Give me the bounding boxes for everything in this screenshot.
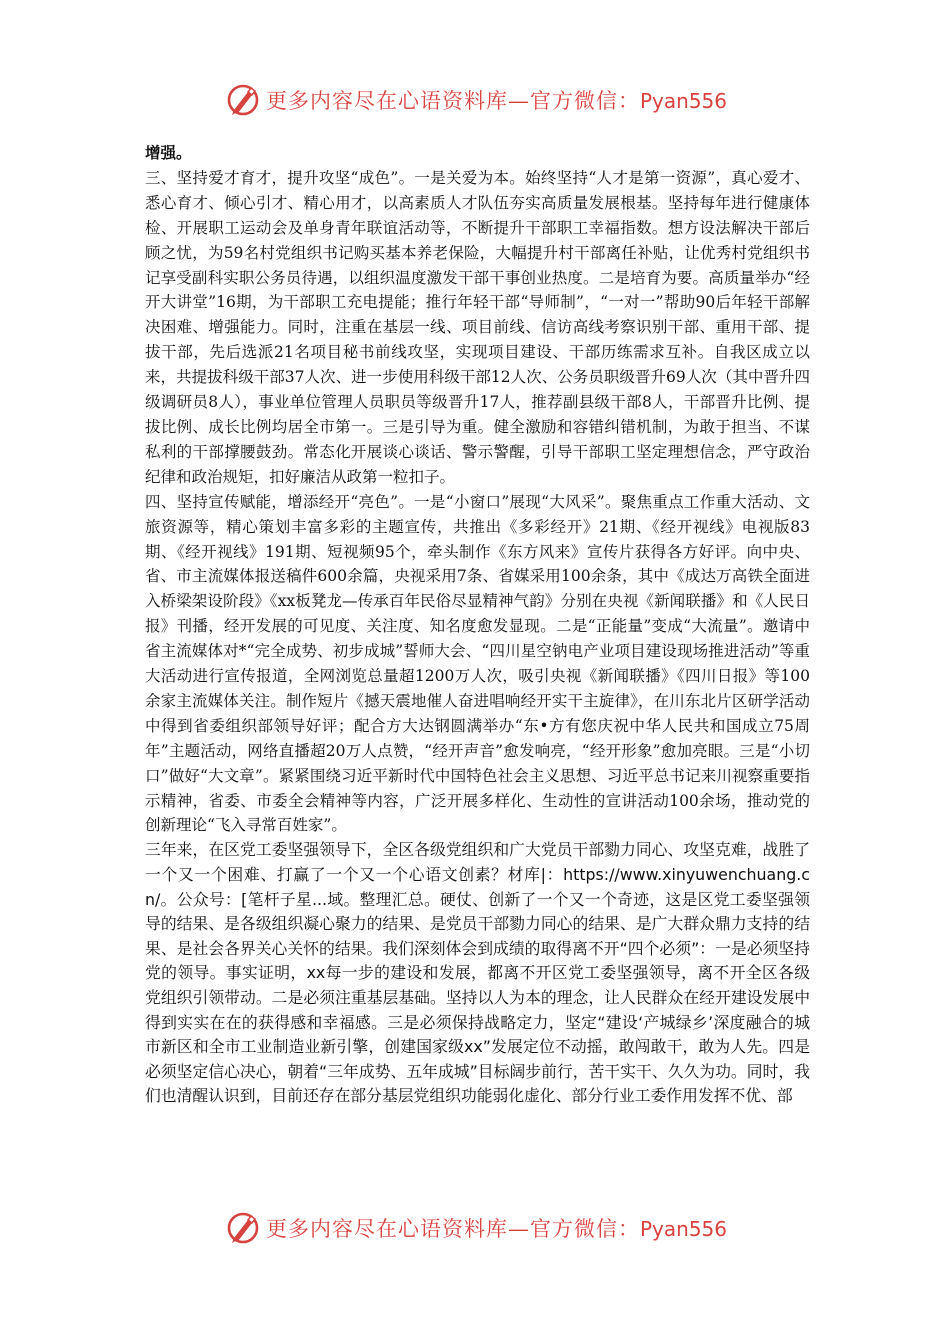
paragraph-summary: 三年来，在区党工委坚强领导下，全区各级党组织和广大党员干部勠力同心、攻坚克难，战胜了一个又一个困难、打赢了一个又一个心语文创素？材库|：https://www.xinyuwenchuang.cn/。公众号：[笔杆子星...域。整理汇总。硬仗、创新了一个又一个奇迹，这是区党工委坚强领导的结果、是各级组织凝心聚力的结果、是党员干部勠力同心的结果、是广大群众鼎力支持的结果、是社会各界关心关怀的结果。我们深刻体会到成绩的取得离不开“四个必须”：一是必须坚持党的领导。事实证明，xx每一步的建设和发展，都离不开区党工委坚强领导，离不开全区各级党组织引领带动。二是必须注重基层基础。坚持以人为本的理念，让人民群众在经开建设发展中得到实实在在的获得感和幸福感。三是必须保持战略定力，坚定“建设‘产城绿乡’深度融合的城市新区和全市工业制造业新引擎，创建国家级xx”发展定位不动摇，敢闯敢干，敢为人先。四是必须坚定信心决心，朝着“三年成势、五年成城”目标阔步前行，苦干实干、久久为功。同时，我们也清醒认识到，目前还存在部分基层党组织功能弱化虚化、部分行业工委作用发挥不优、部 xyxy=(145,840,810,1106)
pen-circle-logo-icon xyxy=(226,83,260,117)
paragraph-section-four: 四、坚持宣传赋能，增添经开“亮色”。一是“小窗口”展现“大风采”。聚焦重点工作重大活动、文旅资源等，精心策划丰富多彩的主题宣传，共推出《多彩经开》21期、《经开视线》电视版83期、《经开视线》191期、短视频95个，牵头制作《东方风来》宣传片获得各方好评。向中央、省、市主流媒体报送稿件600余篇，央视采用7条、省媒采用100余条，其中《成达万高铁全面进入桥梁架设阶段》《xx板凳龙—传承百年民俗尽显精神气韵》分别在央视《新闻联播》和《人民日报》刊播，经开发展的可见度、关注度、知名度愈发显现。二是“正能量”变成“大流量”。邀请中省主流媒体对*“完全成势、初步成城”誓师大会、“四川星空钠电产业项目建设现场推进活动”等重大活动进行宣传报道，全网浏览总量超1200万人次，吸引央视《新闻联播》《四川日报》等100余家主流媒体关注。制作短片《撼天震地催人奋进唱响经开实干主旋律》，在川东北片区研学活动中得到省委组织部领导好评；配合方大达钢圆满举办“东•方有您庆祝中华人民共和国成立75周年”主题活动，网络直播超20万人点赞，“经开声音”愈发响亮，“经开形象”愈加亮眼。三是“小切口”做好“大文章”。紧紧围绕习近平新时代中国特色社会主义思想、习近平总书记来川视察重要指示精神，省委、市委全会精神等内容，广泛开展多样化、生动性的宣讲活动100余场，推动党的创新理论“飞入寻常百姓家”。 xyxy=(145,492,810,835)
paragraph-section-three: 三、坚持爱才育才，提升攻坚“成色”。一是关爱为本。始终坚持“人才是第一资源”，真心爱才、悉心育才、倾心引才、精心用才，以高素质人才队伍夯实高质量发展根基。坚持每年进行健康体检、开展职工运动会及单身青年联谊活动等，不断提升干部职工幸福指数。想方设法解决干部后顾之忧，为59名村党组织书记购买基本养老保险，大幅提升村干部离任补贴，让优秀村党组织书记享受副科实职公务员待遇，以组织温度激发干部干事创业热度。二是培育为要。高质量举办“经开大讲堂”16期，为干部职工充电提能；推行年轻干部“导师制”，“一对一”帮助90后年轻干部解决困难、增强能力。同时，注重在基层一线、项目前线、信访高线考察识别干部、重用干部、提拔干部，先后选派21名项目秘书前线攻坚，实现项目建设、干部历练需求互补。自我区成立以来，共提拔科级干部37人次、进一步使用科级干部12人次、公务员职级晋升69人次（其中晋升四级调研员8人），事业单位管理人员职员等级晋升17人，推荐副县级干部8人，干部晋升比例、提拔比例、成长比例均居全市第一。三是引导为重。健全激励和容错纠错机制，为敢于担当、不谋私利的干部撑腰鼓劲。常态化开展谈心谈话、警示警醒，引导干部职工坚定理想信念，严守政治纪律和政治规矩，扣好廉洁从政第一粒扣子。 xyxy=(145,168,810,486)
pen-circle-logo-icon xyxy=(226,1211,260,1245)
watermark-text xyxy=(266,1213,727,1243)
watermark-slogan: 更多内容尽在心语资料库—官方微信： xyxy=(266,1217,640,1241)
watermark-text xyxy=(266,85,727,115)
paragraph-continuation: 增强。 xyxy=(145,143,192,162)
watermark-wechat-id: Pyan556 xyxy=(640,89,728,113)
document-body xyxy=(145,141,810,1109)
watermark-wechat-id: Pyan556 xyxy=(640,1217,728,1241)
watermark-header xyxy=(226,80,746,120)
watermark-slogan: 更多内容尽在心语资料库—官方微信： xyxy=(266,89,640,113)
watermark-footer xyxy=(226,1208,746,1248)
